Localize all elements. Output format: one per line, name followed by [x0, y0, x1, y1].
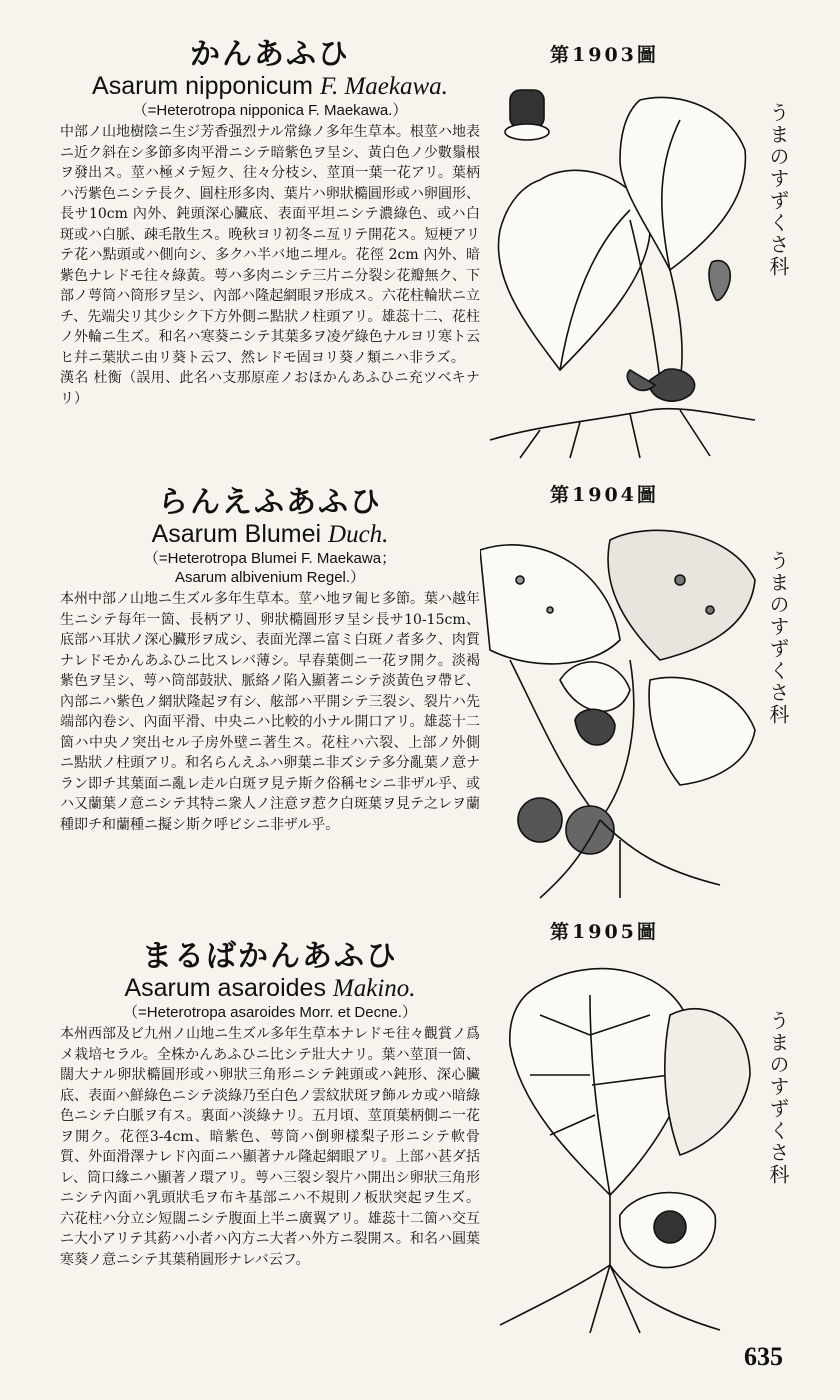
jp-name: まるばかんあふひ [142, 939, 398, 974]
figure-number-1903: 第1903圖 [550, 44, 659, 66]
description: 中部ノ山地樹陰ニ生ジ芳香强烈ナル常綠ノ多年生草本。根莖ハ地表ニ近ク斜在シ多節多肉平滑ニシテ暗紫色ヲ呈シ、黃白色ノ少數鬚根ヲ發出ス。莖ハ極メテ短ク、往々分枝シ、莖頂一葉一花アリ。葉柄ハ汚紫色ニシテ長ク、圓柱形多肉、葉片ハ卵狀橢圓形或ハ卵圓形、長サ10cm 內外、鈍頭深心臟底、表面平坦ニシテ濃綠色、或ハ白斑或ハ白脈、疎毛散生ス。晚秋ヨリ初冬ニ亙リテ開花ス。短梗アリテ花ハ點頭或ハ側向シ、多クハ半バ地ニ埋ル。花徑 2cm 內外、暗紫色ナレドモ往々綠黃。萼ハ多肉ニシテ三片ニ分裂シ花瓣無ク、下部ノ萼筒ハ筒形ヲ呈シ、內部ハ隆起網眼ヲ形成ス。六花柱輪狀ニ立チ、先端尖リ其少シク下方外側ニ點狀ノ柱頭アリ。雄蕊十二、花柱ノ外輪ニ生ズ。和名ハ寒葵ニシテ其葉多ヲ凌ゲ綠色ナルヨリ寒ト云ヒ幷ニ葉狀ニ由リ葵ト云フ、然レドモ固ヨリ葵ノ類ニハ非ラズ。 [60, 124, 480, 366]
description: 本州西部及ビ九州ノ山地ニ生ズル多年生草本ナレドモ往々觀賞ノ爲メ栽培セラル。全株かんあふひニ比シテ壯大ナリ。葉ハ莖頂一箇、闊大ナル卵狀橢圓形或ハ卵狀三角形ニシテ鈍頭或ハ鈍形、深心臟底、表面ハ鮮綠色ニシテ淡綠乃至白色ノ雲紋狀斑ヲ飾ルカ或ハ暗綠色ニシテ白脈ヲ有ス。裏面ハ淡綠ナリ。五月頃、莖頂葉柄側ニ一花ヲ開ク。花徑3-4cm、暗紫色、萼筒ハ倒卵樣梨子形ニシテ軟骨質、外面滑澤ナレド內面ニハ顯著ナル隆起網眼アリ。上部ハ甚ダ括レ、筒口緣ニハ顯著ノ環アリ。萼ハ三裂シ裂片ハ開出シ卵狀三角形ニシテ內面ハ乳頭狀毛ヲ布キ基部ニハ不規則ノ板狀突起ヲ生ズ。六花柱ハ分立シ短闊ニシテ腹面上半ニ廣翼アリ。雄蕊十二箇ハ交互ニ大小アリテ其葯ハ小者ハ內方ニ大者ハ外方ニ裂開ス。和名ハ圓葉寒葵ノ意ニシテ其葉稍圓形ナレバ云フ。 [60, 1026, 480, 1268]
entry-asarum-nipponicum [60, 38, 480, 409]
synonym-line-2: Asarum albivenium Regel.） [174, 569, 366, 586]
jp-name: かんあふひ [190, 37, 350, 72]
family-label: うまのすずくさ科 [766, 102, 790, 278]
illustration-asarum-nipponicum [480, 80, 760, 460]
family-label: うまのすずくさ科 [766, 550, 790, 726]
synonym: （=Heterotropa asaroides Morr. et Decne.） [123, 1004, 417, 1021]
figure-number-1904: 第1904圖 [550, 484, 659, 506]
scientific-name [60, 974, 480, 1003]
family-label: うまのすずくさ科 [766, 1010, 790, 1186]
scientific-name-genus-species: Asarum nipponicum [92, 72, 313, 100]
description: 本州中部ノ山地ニ生ズル多年生草本。莖ハ地ヲ匍ヒ多節。葉ハ越年生ニシテ每年一箇、長柄アリ、卵狀橢圓形ヲ呈シ長サ10-15cm、底部ハ耳狀ノ深心臟形ヲ成シ、表面光澤ニ富ミ白斑ノ者多ク、肉質ナレドモかんあふひニ比スレバ薄シ。早春葉側ニ一花ヲ開ク。淡褐紫色ヲ呈シ、萼ハ筒部鼓狀、脈絡ノ陷入顯著ニシテ淡黃色ヲ帶ビ、內部ニハ紫色ノ網狀隆起ヲ有シ、舷部ハ平開シテ三裂シ、裂片ハ先端部內卷シ、內面平滑、中央ニハ比較的小ナル開口アリ。雄蕊十二箇ハ中央ノ突出セル子房外壁ニ著生ス。花柱ハ六裂、上部ノ外側ニ點狀ノ柱頭アリ。和名らんえふハ卵葉ニ非ズシテ多分亂葉ノ意ナラン即チ其葉面ニ亂レ走ル白斑ヲ見テ斯ク俗稱セシニ非ザル乎、或ハ又蘭葉ノ意ニシテ其特ニ衆人ノ注意ヲ惹ク白斑葉ヲ見テ之レヲ蘭種即チ和蘭種ニ擬シ斯ク呼ビシニ非ザル乎。 [60, 591, 480, 833]
synonym: （=Heterotropa Blumei F. Maekawa； [143, 550, 397, 567]
illustration-asarum-blumei [480, 520, 760, 900]
scientific-name-author: F. Maekawa. [319, 73, 448, 100]
scientific-name-genus-species: Asarum Blumei [151, 520, 322, 548]
scientific-name-author: Duch. [328, 521, 389, 548]
entry-asarum-asaroides [60, 940, 480, 1270]
figure-number-1905: 第1905圖 [550, 921, 659, 943]
chinese-name: 漢名 杜衡（誤用、此名ハ支那原産ノおほかんあふひニ充ツベキナリ） [60, 370, 480, 407]
illustration-asarum-asaroides [480, 955, 760, 1335]
entry-asarum-blumei [60, 486, 480, 835]
scientific-name-author: Makino. [332, 975, 416, 1002]
scientific-name [60, 520, 480, 549]
synonym: （=Heterotropa nipponica F. Maekawa.） [132, 102, 408, 119]
jp-name: らんえふあふひ [158, 485, 382, 520]
scientific-name-genus-species: Asarum asaroides [124, 974, 326, 1002]
scientific-name [60, 72, 480, 101]
page-number: 635 [744, 1342, 783, 1371]
